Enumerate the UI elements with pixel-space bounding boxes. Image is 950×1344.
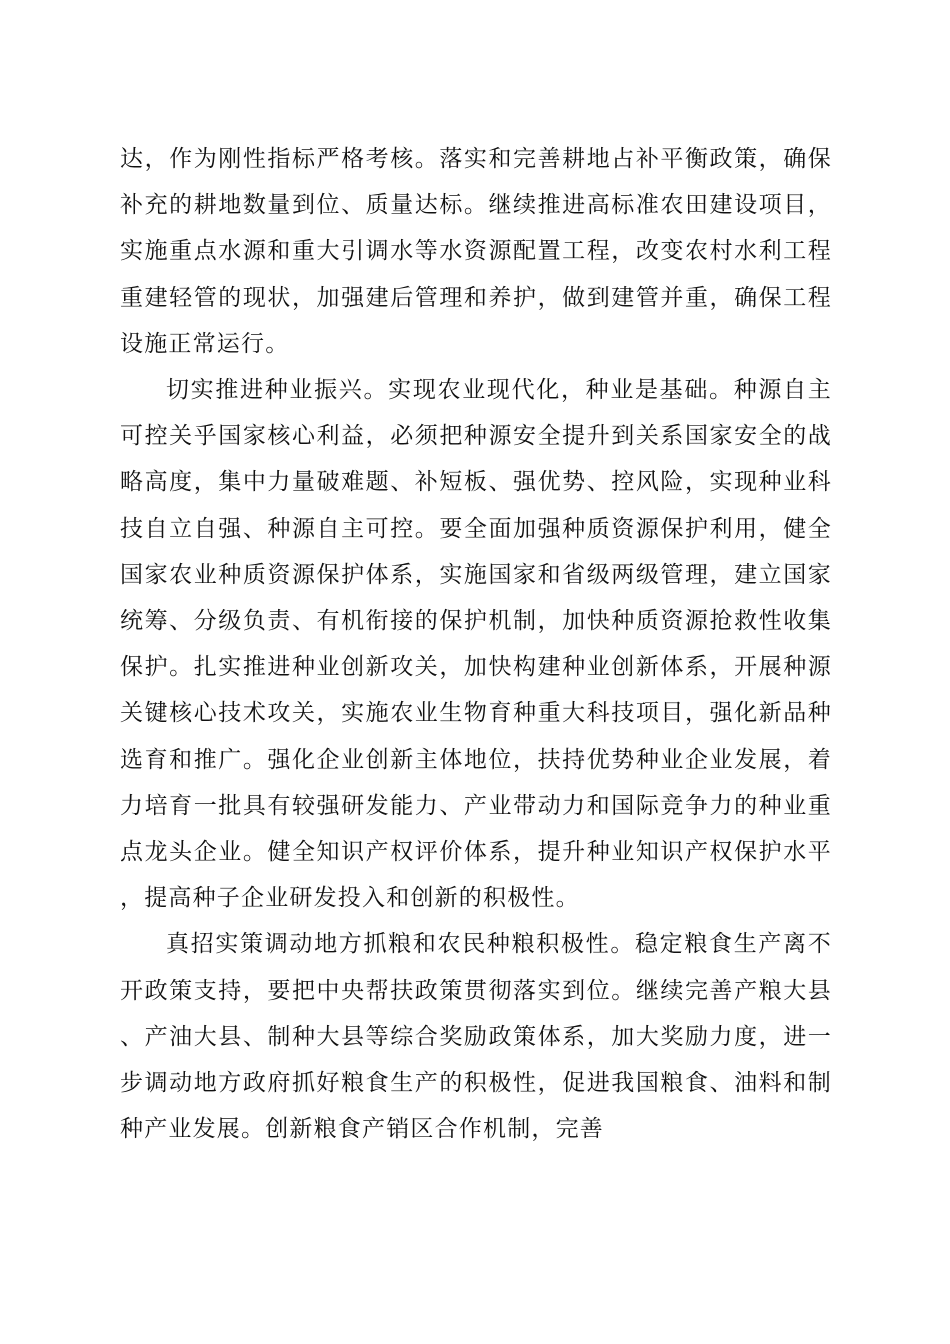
paragraph-seed-industry: 切实推进种业振兴。实现农业现代化，种业是基础。种源自主可控关乎国家核心利益，必须把种源安全提升到关系国家安全的战略高度，集中力量破难题、补短板、强优势、控风险，实现种业科技自立自强、种源自主可控。要全面加强种质资源保护利用，健全国家农业种质资源保护体系，实施国家和省级两级管理，建立国家统筹、分级负责、有机衔接的保护机制，加快种质资源抢救性收集保护。扎实推进种业创新攻关，加快构建种业创新体系，开展种源关键核心技术攻关，实施农业生物育种重大科技项目，强化新品种选育和推广。强化企业创新主体地位，扶持优势种业企业发展，着力培育一批具有较强研发能力、产业带动力和国际竞争力的种业重点龙头企业。健全知识产权评价体系，提升种业知识产权保护水平，提高种子企业研发投入和创新的积极性。 bbox=[120, 377, 832, 912]
paragraph-grain-incentives: 真招实策调动地方抓粮和农民种粮积极性。稳定粮食生产离不开政策支持，要把中央帮扶政策贯彻落实到位。继续完善产粮大县、产油大县、制种大县等综合奖励政策体系，加大奖励力度，进一步调动地方政府抓好粮食生产的积极性，促进我国粮食、油料和制种产业发展。创新粮食产销区合作机制，完善 bbox=[120, 931, 832, 1143]
paragraph-farmland-continuation: 达，作为刚性指标严格考核。落实和完善耕地占补平衡政策，确保补充的耕地数量到位、质量达标。继续推进高标准农田建设项目，实施重点水源和重大引调水等水资源配置工程，改变农村水利工程重建轻管的现状，加强建后管理和养护，做到建管并重，确保工程设施正常运行。 bbox=[120, 146, 832, 357]
document-body bbox=[120, 136, 832, 1152]
